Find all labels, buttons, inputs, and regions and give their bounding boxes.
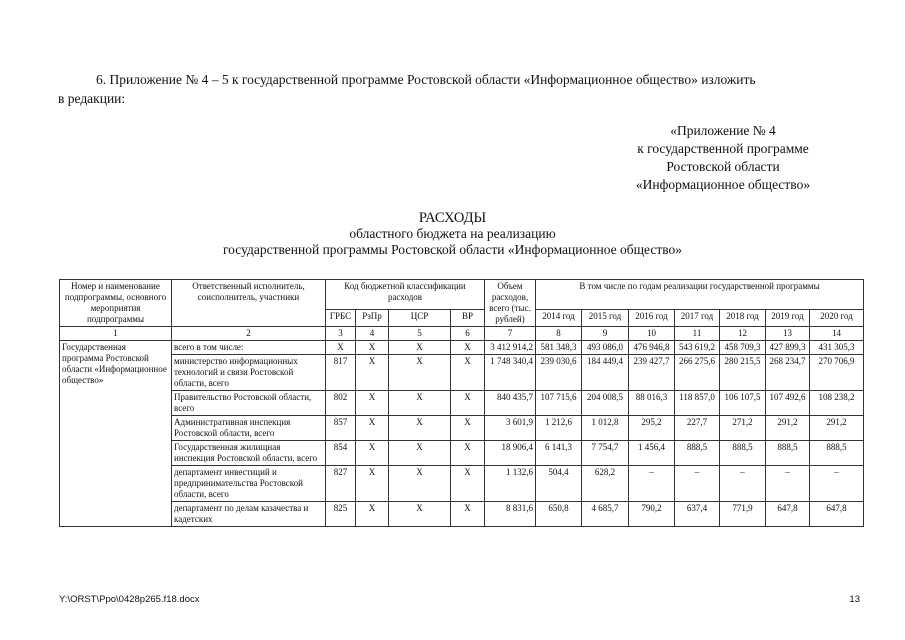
vr-cell: X: [451, 341, 485, 355]
header-years-group: В том числе по годам реализации государственной программы: [536, 280, 864, 310]
year-value-cell: 888,5: [720, 441, 766, 466]
expenses-table: [59, 279, 864, 527]
column-number: 12: [720, 327, 766, 341]
year-value-cell: 291,2: [810, 416, 864, 441]
csr-cell: X: [389, 355, 451, 391]
column-number: 4: [356, 327, 389, 341]
grbs-cell: 854: [326, 441, 356, 466]
intro-line-1: 6. Приложение № 4 – 5 к государственной программе Ростовской области «Информационное общество» изложить: [96, 72, 756, 87]
vr-cell: X: [451, 391, 485, 416]
header-year: 2015 год: [582, 310, 629, 327]
year-value-cell: 88 016,3: [629, 391, 675, 416]
header-year: 2020 год: [810, 310, 864, 327]
table-row: [60, 391, 864, 416]
vr-cell: X: [451, 355, 485, 391]
column-number: 13: [766, 327, 810, 341]
year-value-cell: 888,5: [810, 441, 864, 466]
page-number: 13: [849, 594, 860, 605]
program-name-cell: Государственная программа Ростовской области «Информационное общество»: [60, 341, 172, 527]
year-value-cell: 581 348,3: [536, 341, 582, 355]
executor-cell: департамент по делам казачества и кадетских: [172, 502, 326, 527]
table-row: [60, 441, 864, 466]
year-value-cell: 1 212,6: [536, 416, 582, 441]
column-number: 8: [536, 327, 582, 341]
rzpr-cell: X: [356, 502, 389, 527]
vr-cell: X: [451, 502, 485, 527]
header-budget-code: Код бюджетной классификации расходов: [326, 280, 485, 310]
year-value-cell: 504,4: [536, 466, 582, 502]
year-value-cell: 106 107,5: [720, 391, 766, 416]
year-value-cell: 427 899,3: [766, 341, 810, 355]
year-value-cell: 493 086,0: [582, 341, 629, 355]
appendix-line-4: «Информационное общество»: [635, 177, 811, 192]
year-value-cell: 280 215,5: [720, 355, 766, 391]
executor-cell: всего в том числе:: [172, 341, 326, 355]
rzpr-cell: X: [356, 391, 389, 416]
column-number: 14: [810, 327, 864, 341]
year-value-cell: 790,2: [629, 502, 675, 527]
year-value-cell: –: [766, 466, 810, 502]
column-number-row: [60, 327, 864, 341]
executor-cell: министерство информационных технологий и связи Ростовской области, всего: [172, 355, 326, 391]
header-grbs: ГРБС: [326, 310, 356, 327]
appendix-caption: [593, 122, 853, 194]
header-row-1: [60, 280, 864, 310]
year-value-cell: 295,2: [629, 416, 675, 441]
column-number: 1: [60, 327, 172, 341]
header-year: 2017 год: [675, 310, 720, 327]
column-number: 5: [389, 327, 451, 341]
column-number: 2: [172, 327, 326, 341]
year-value-cell: 291,2: [766, 416, 810, 441]
year-value-cell: 7 754,7: [582, 441, 629, 466]
year-value-cell: 266 275,6: [675, 355, 720, 391]
year-value-cell: 647,8: [766, 502, 810, 527]
header-executor: Ответственный исполнитель, соисполнитель, участники: [172, 280, 326, 327]
table-row: [60, 502, 864, 527]
column-number: 3: [326, 327, 356, 341]
year-value-cell: 628,2: [582, 466, 629, 502]
column-number: 6: [451, 327, 485, 341]
executor-cell: Административная инспекция Ростовской области, всего: [172, 416, 326, 441]
year-value-cell: 771,9: [720, 502, 766, 527]
table-heading: [0, 210, 905, 258]
vr-cell: X: [451, 441, 485, 466]
year-value-cell: 888,5: [766, 441, 810, 466]
total-cell: 1 748 340,4: [485, 355, 536, 391]
year-value-cell: 107 492,6: [766, 391, 810, 416]
year-value-cell: 1 456,4: [629, 441, 675, 466]
header-year: 2019 год: [766, 310, 810, 327]
footer-file-path: Y:\ORST\Ppo\0428p265.f18.docx: [59, 594, 200, 605]
grbs-cell: 802: [326, 391, 356, 416]
total-cell: 18 906,4: [485, 441, 536, 466]
year-value-cell: 107 715,6: [536, 391, 582, 416]
total-cell: 3 601,9: [485, 416, 536, 441]
year-value-cell: 637,4: [675, 502, 720, 527]
year-value-cell: 650,8: [536, 502, 582, 527]
header-vr: ВР: [451, 310, 485, 327]
vr-cell: X: [451, 466, 485, 502]
vr-cell: X: [451, 416, 485, 441]
year-value-cell: 118 857,0: [675, 391, 720, 416]
grbs-cell: X: [326, 341, 356, 355]
table-body: [60, 341, 864, 527]
total-cell: 1 132,6: [485, 466, 536, 502]
year-value-cell: 271,2: [720, 416, 766, 441]
column-number: 10: [629, 327, 675, 341]
year-value-cell: 476 946,8: [629, 341, 675, 355]
grbs-cell: 825: [326, 502, 356, 527]
year-value-cell: 227,7: [675, 416, 720, 441]
grbs-cell: 857: [326, 416, 356, 441]
rzpr-cell: X: [356, 416, 389, 441]
appendix-line-3: Ростовской области: [666, 159, 780, 174]
year-value-cell: 268 234,7: [766, 355, 810, 391]
year-value-cell: 204 008,5: [582, 391, 629, 416]
intro-paragraph: [58, 70, 848, 108]
column-number: 11: [675, 327, 720, 341]
year-value-cell: –: [720, 466, 766, 502]
year-value-cell: 4 685,7: [582, 502, 629, 527]
year-value-cell: 270 706,9: [810, 355, 864, 391]
year-value-cell: 108 238,2: [810, 391, 864, 416]
header-csr: ЦСР: [389, 310, 451, 327]
header-program: Номер и наименование подпрограммы, основного мероприятия подпрограммы: [60, 280, 172, 327]
csr-cell: X: [389, 502, 451, 527]
intro-line-2: в редакции:: [58, 91, 126, 106]
year-value-cell: 6 141,3: [536, 441, 582, 466]
header-year: 2014 год: [536, 310, 582, 327]
csr-cell: X: [389, 466, 451, 502]
year-value-cell: 431 305,3: [810, 341, 864, 355]
column-number: 9: [582, 327, 629, 341]
appendix-line-1: «Приложение № 4: [670, 123, 776, 138]
year-value-cell: 239 427,7: [629, 355, 675, 391]
header-year: 2016 год: [629, 310, 675, 327]
grbs-cell: 827: [326, 466, 356, 502]
heading-line-3: государственной программы Ростовской области «Информационное общество»: [222, 242, 682, 257]
rzpr-cell: X: [356, 341, 389, 355]
year-value-cell: 239 030,6: [536, 355, 582, 391]
header-rzpr: РзПр: [356, 310, 389, 327]
total-cell: 840 435,7: [485, 391, 536, 416]
rzpr-cell: X: [356, 441, 389, 466]
total-cell: 8 831,6: [485, 502, 536, 527]
year-value-cell: 888,5: [675, 441, 720, 466]
executor-cell: Правительство Ростовской области, всего: [172, 391, 326, 416]
year-value-cell: 184 449,4: [582, 355, 629, 391]
csr-cell: X: [389, 441, 451, 466]
table-row: [60, 341, 864, 355]
rzpr-cell: X: [356, 466, 389, 502]
heading-line-2: областного бюджета на реализацию: [349, 226, 556, 241]
appendix-line-2: к государственной программе: [637, 141, 809, 156]
total-cell: 3 412 914,2: [485, 341, 536, 355]
year-value-cell: –: [810, 466, 864, 502]
header-total: Объем расходов, всего (тыс. рублей): [485, 280, 536, 327]
year-value-cell: –: [629, 466, 675, 502]
executor-cell: Государственная жилищная инспекция Ростовской области, всего: [172, 441, 326, 466]
csr-cell: X: [389, 341, 451, 355]
year-value-cell: 647,8: [810, 502, 864, 527]
csr-cell: X: [389, 416, 451, 441]
executor-cell: департамент инвестиций и предпринимательства Ростовской области, всего: [172, 466, 326, 502]
year-value-cell: 1 012,8: [582, 416, 629, 441]
table-row: [60, 416, 864, 441]
column-number: 7: [485, 327, 536, 341]
year-value-cell: –: [675, 466, 720, 502]
grbs-cell: 817: [326, 355, 356, 391]
heading-title: РАСХОДЫ: [418, 210, 487, 226]
year-value-cell: 543 619,2: [675, 341, 720, 355]
year-value-cell: 458 709,3: [720, 341, 766, 355]
rzpr-cell: X: [356, 355, 389, 391]
table-row: [60, 466, 864, 502]
table-row: [60, 355, 864, 391]
header-year: 2018 год: [720, 310, 766, 327]
csr-cell: X: [389, 391, 451, 416]
